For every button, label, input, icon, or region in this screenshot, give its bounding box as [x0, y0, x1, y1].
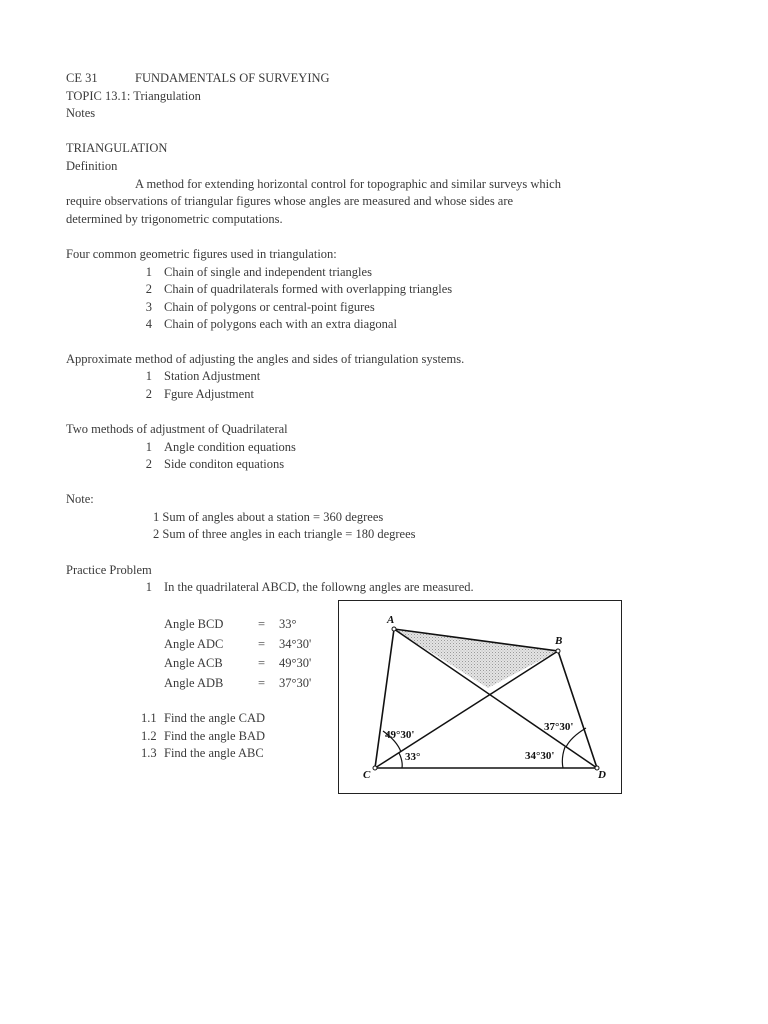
- section-title: TRIANGULATION: [66, 141, 168, 155]
- equals-sign: =: [258, 676, 266, 690]
- equals-sign: =: [258, 637, 266, 651]
- list-item: Side conditon equations: [164, 457, 285, 471]
- list-item-number: 3: [145, 300, 152, 314]
- list-item: Station Adjustment: [164, 369, 261, 383]
- angle-value: 37°30': [279, 676, 312, 690]
- list-item: Angle condition equations: [164, 440, 296, 454]
- list-item: Fgure Adjustment: [164, 387, 254, 401]
- question-number: 1.1: [141, 711, 157, 725]
- list-item: Chain of quadrilaterals formed with overlapping triangles: [164, 282, 453, 296]
- angle-value: 33°: [279, 617, 297, 631]
- question-text: Find the angle CAD: [164, 711, 266, 725]
- list-item-number: 1: [145, 369, 152, 383]
- note-heading: Note:: [66, 492, 94, 506]
- angle-name: Angle ACB: [164, 656, 223, 670]
- angle-label-bcd: 33°: [405, 751, 421, 763]
- angle-value: 49°30': [279, 656, 312, 670]
- label-d: D: [598, 769, 606, 781]
- vertex-b: [556, 649, 560, 653]
- label-c: C: [363, 769, 371, 781]
- problem-number: 1: [145, 580, 152, 594]
- quad-heading: Two methods of adjustment of Quadrilateral: [66, 422, 288, 436]
- question-number: 1.3: [141, 746, 157, 760]
- course-code: CE 31: [66, 71, 98, 85]
- angle-name: Angle ADB: [164, 676, 224, 690]
- list-item: Chain of polygons or central-point figures: [164, 300, 375, 314]
- quadrilateral-svg: [339, 601, 623, 795]
- list-item-number: 2: [145, 282, 152, 296]
- quadrilateral-diagram: [338, 600, 622, 794]
- question-number: 1.2: [141, 729, 157, 743]
- practice-heading: Practice Problem: [66, 563, 152, 577]
- problem-text: In the quadrilateral ABCD, the followng angles are measured.: [164, 580, 474, 594]
- list-item-number: 2: [145, 387, 152, 401]
- definition-heading: Definition: [66, 159, 118, 173]
- list-item-number: 2: [145, 457, 152, 471]
- angle-label-adb: 37°30': [544, 721, 574, 733]
- label-b: B: [555, 635, 563, 647]
- figures-heading: Four common geometric figures used in triangulation:: [66, 247, 337, 261]
- shaded-region: [394, 629, 558, 688]
- question-text: Find the angle BAD: [164, 729, 266, 743]
- note-item: 1 Sum of angles about a station = 360 degrees: [153, 510, 384, 524]
- list-item-number: 1: [145, 440, 152, 454]
- course-title: FUNDAMENTALS OF SURVEYING: [135, 71, 330, 85]
- angle-label-adc: 34°30': [525, 750, 555, 762]
- list-item: Chain of single and independent triangles: [164, 265, 372, 279]
- note-item: 2 Sum of three angles in each triangle = 180 degrees: [153, 527, 416, 541]
- vertex-a: [392, 627, 396, 631]
- angle-label-acb: 49°30': [385, 729, 415, 741]
- list-item: Chain of polygons each with an extra diagonal: [164, 317, 397, 331]
- vertex-c: [373, 766, 377, 770]
- equals-sign: =: [258, 656, 266, 670]
- angle-name: Angle BCD: [164, 617, 224, 631]
- list-item-number: 4: [145, 317, 152, 331]
- equals-sign: =: [258, 617, 266, 631]
- definition-line-1: A method for extending horizontal control for topographic and similar surveys which: [135, 177, 561, 191]
- label-a: A: [387, 614, 395, 626]
- angle-name: Angle ADC: [164, 637, 224, 651]
- arc-adc: [562, 747, 565, 768]
- notes-label: Notes: [66, 106, 96, 120]
- approx-heading: Approximate method of adjusting the angles and sides of triangulation systems.: [66, 352, 465, 366]
- question-text: Find the angle ABC: [164, 746, 264, 760]
- list-item-number: 1: [145, 265, 152, 279]
- definition-line-2: require observations of triangular figures whose angles are measured and whose sides are: [66, 194, 514, 208]
- arc-bcd: [399, 753, 402, 768]
- definition-line-3: determined by trigonometric computations.: [66, 212, 283, 226]
- topic-line: TOPIC 13.1: Triangulation: [66, 89, 201, 103]
- angle-value: 34°30': [279, 637, 312, 651]
